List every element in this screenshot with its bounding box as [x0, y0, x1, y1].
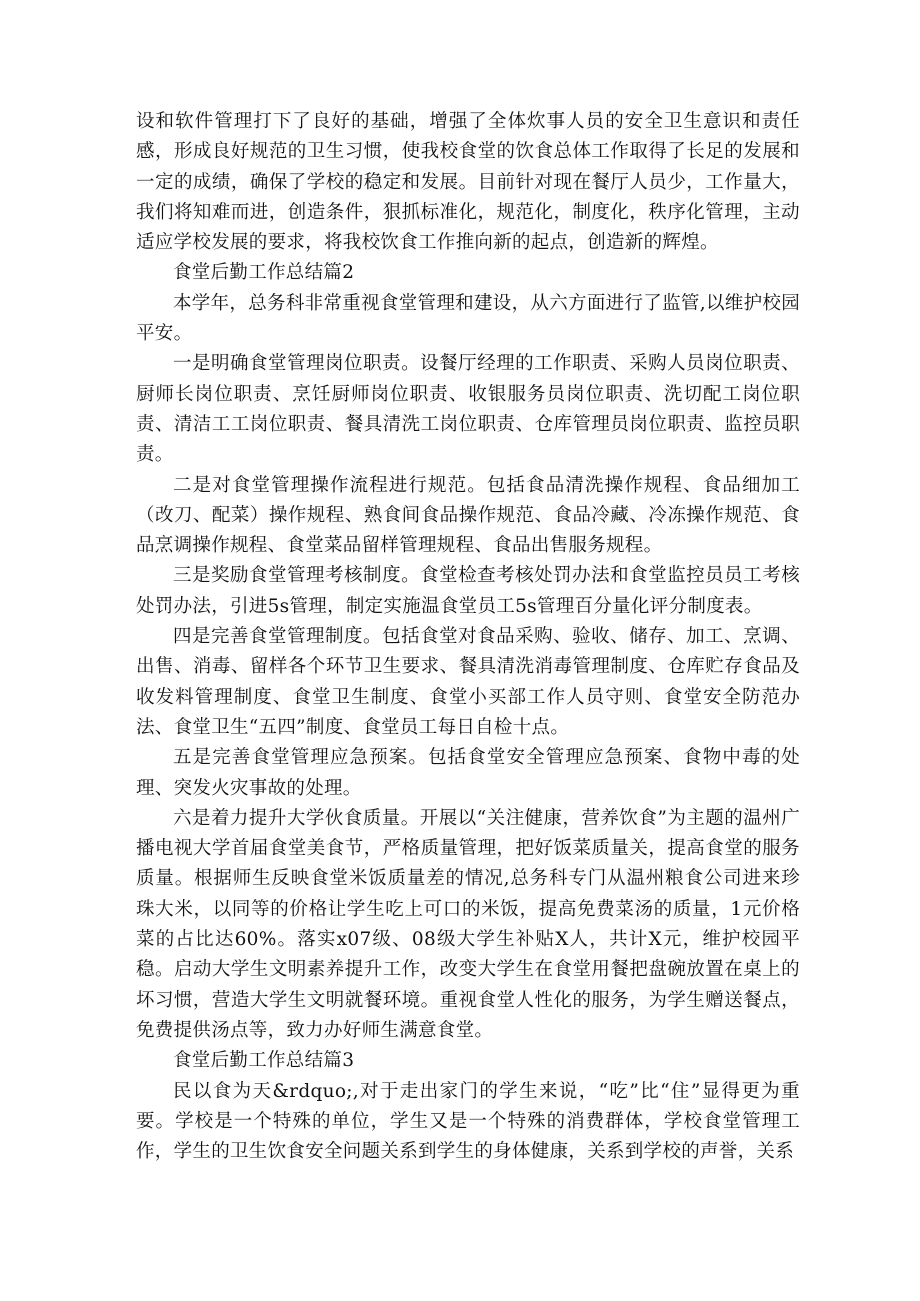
paragraph-section-3-intro: 民以食为天&rdquo;,对于走出家门的学生来说，“吃”比“住”显得更为重要。学校是一个特殊的单位，学生又是一个特殊的消费群体，学校食堂管理工作，学生的卫生饮食安全问题关系到学生的身体健康，关系到学校的声誉，关系	[136, 1080, 800, 1163]
paragraph-point-1: 一是明确食堂管理岗位职责。设餐厅经理的工作职责、采购人员岗位职责、厨师长岗位职责、烹饪厨师岗位职责、收银服务员岗位职责、洗切配工岗位职责、清洁工工岗位职责、餐具清洗工岗位职责、仓库管理员岗位职责、监控员职责。	[136, 353, 800, 466]
paragraph-point-5: 五是完善食堂管理应急预案。包括食堂安全管理应急预案、食物中毒的处理、突发火灾事故的处理。	[136, 747, 800, 799]
paragraph-point-2: 二是对食堂管理操作流程进行规范。包括食品清洗操作规程、食品细加工（改刀、配菜）操作规程、熟食间食品操作规范、食品冷藏、冷冻操作规范、食品烹调操作规程、食堂菜品留样管理规程、食品出售服务规程。	[136, 474, 800, 557]
paragraph-point-3: 三是奖励食堂管理考核制度。食堂检查考核处罚办法和食堂监控员员工考核处罚办法，引进5s管理，制定实施温食堂员工5s管理百分量化评分制度表。	[136, 565, 800, 617]
paragraph-point-4: 四是完善食堂管理制度。包括食堂对食品采购、验收、储存、加工、烹调、出售、消毒、留样各个环节卫生要求、餐具清洗消毒管理制度、仓库贮存食品及收发料管理制度、食堂卫生制度、食堂小买部工作人员守则、食堂安全防范办法、食堂卫生“五四”制度、食堂员工每日自检十点。	[136, 626, 800, 738]
paragraph-intro: 本学年，总务科非常重视食堂管理和建设，从六方面进行了监管,以维护校园平安。	[136, 292, 800, 345]
paragraph-continuation: 设和软件管理打下了良好的基础，增强了全体炊事人员的安全卫生意识和责任感，形成良好规范的卫生习惯，使我校食堂的饮食总体工作取得了长足的发展和一定的成绩，确保了学校的稳定和发展。目前针对现在餐厅人员少，工作量大，我们将知难而进，创造条件，狠抓标准化，规范化，制度化，秩序化管理，主动适应学校发展的要求，将我校饮食工作推向新的起点，创造新的辉煌。	[136, 111, 800, 254]
paragraph-point-6: 六是着力提升大学伙食质量。开展以“关注健康，营养饮食”为主题的温州广播电视大学首届食堂美食节，严格质量管理，把好饭菜质量关，提高食堂的服务质量。根据师生反映食堂米饭质量差的情况,总务科专门从温州粮食公司进来珍珠大米，以同等的价格让学生吃上可口的米饭，提高免费菜汤的质量，1元价格菜的占比达60%。落实x07级、08级大学生补贴X人，共计X元，维护校园平稳。启动大学生文明素养提升工作，改变大学生在食堂用餐把盘碗放置在桌上的坏习惯，营造大学生文明就餐环境。重视食堂人性化的服务，为学生赠送餐点，免费提供汤点等，致力办好师生满意食堂。	[136, 807, 800, 1041]
section-heading-2: 食堂后勤工作总结篇2	[173, 262, 355, 284]
section-heading-3: 食堂后勤工作总结篇3	[173, 1050, 355, 1072]
document-page	[136, 107, 800, 1167]
